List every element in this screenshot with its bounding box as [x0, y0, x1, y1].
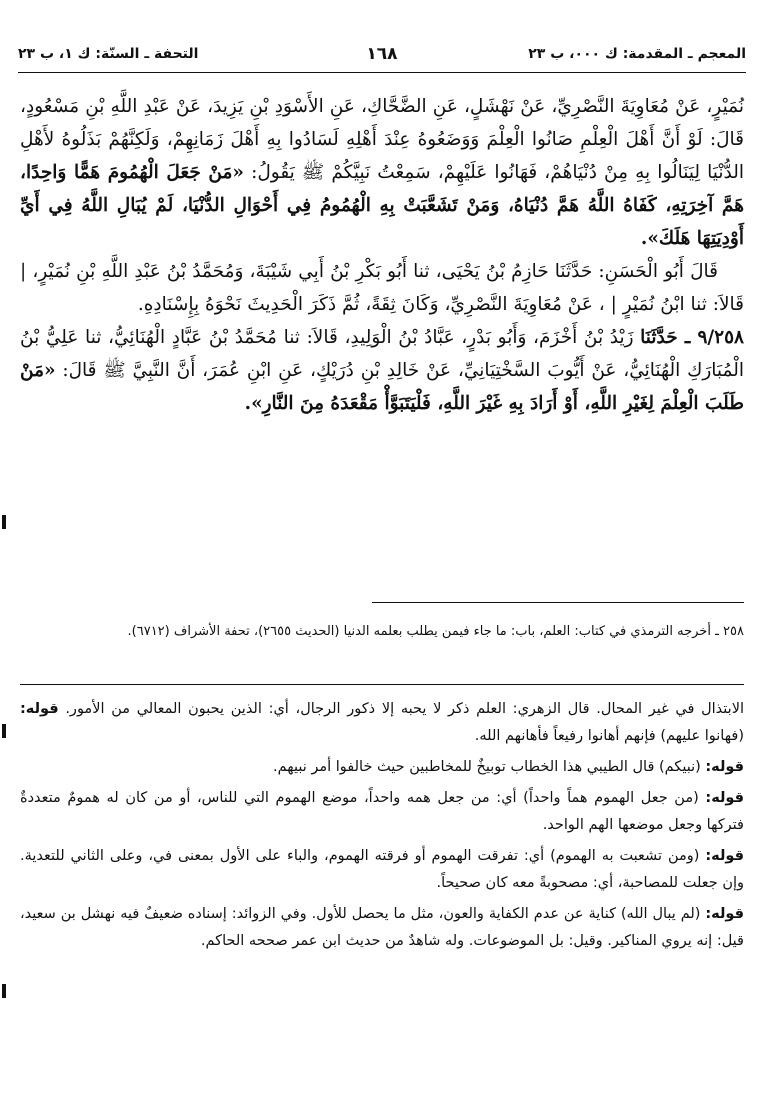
commentary-paragraph: قوله: (لم يبال الله) كناية عن عدم الكفاية والعون، مثل ما يحصل للأول. وفي الزوائد: إسناده ضعيفٌ فيه نهشل بن سعيد، قيل: إنه يروي المناكير. وقيل: بل الموضوعات. وله شاهدٌ من حديث ابن عمر صححه الحاكم. — [20, 906, 744, 949]
running-header — [18, 42, 746, 72]
hadith-paragraph-3 — [20, 321, 744, 420]
scan-margin-mark — [2, 724, 6, 738]
footnote: ٢٥٨ ـ أخرجه الترمذي في كتاب: العلم، باب: ما جاء فيمن يطلب بعلمه الدنيا (الحديث ٢٦٥٥)، تحفة الأشراف (٦٧١٢). — [127, 624, 744, 639]
isnad-text: نُمَيْرٍ، عَنْ مُعَاوِيَةَ النَّصْرِيِّ، عَنْ نَهْشَلٍ، عَنِ الضَّحَّاكِ، عَنِ الأَسْوَدِ بْنِ يَزِيدَ، عَنْ عَبْدِ اللَّهِ بْنِ مَسْعُودٍ، قَالَ: لَوْ أَنَّ أَهْلَ الْعِلْمِ صَانُوا الْعِلْمَ وَوَضَعُوهُ عِنْدَ أَهْلِهِ لَسَادُوا بِهِ أَهْلَ زَمَانِهِمْ، وَلَكِنَّهُمْ بَذَلُوهُ لأَهْلِ الدُّنْيَا لِيَنَالُوا بِهِ مِنْ دُنْيَاهُمْ، فَهَانُوا عَلَيْهِمْ، سَمِعْتُ نَبِيَّكُمْ ﷺ يَقُولُ: — [20, 96, 745, 183]
header-divider — [18, 72, 746, 73]
header-right-reference: المعجم ـ المقدمة: ك ٠٠٠، ب ٢٣ — [528, 46, 746, 62]
commentary-paragraph: قوله: (ومن تشعبت به الهموم) أي: تفرقت الهموم أو فرقته الهموم، والباء على الأول بمعنى في، وعلى الثاني للتعدية. وإن جعلت للمصاحبة، أي: مصحوبةً معه كان صحيحاً. — [20, 848, 744, 891]
scan-margin-mark — [2, 984, 6, 998]
main-text — [20, 90, 744, 420]
scan-margin-mark — [2, 515, 6, 529]
commentary-paragraph: قوله: (من جعل الهموم هماً واحداً) أي: من جعل همه واحداً، موضع الهموم التي للناس، أو من كان له همومٌ متعددةٌ فتركها وجعل موضعها الهم الواحد. — [20, 790, 745, 833]
commentary-divider — [20, 684, 744, 685]
commentary — [20, 696, 744, 959]
hadith-paragraph-2 — [20, 255, 744, 321]
isnad-text: زَيْدُ بْنُ أَخْزَمَ، وَأَبُو بَدْرٍ، عَبَّادُ بْنُ الْوَلِيدِ، قَالاَ: ثنا مُحَمَّدُ بْنُ عَبَّادٍ الْهُنَائِيُّ، ثنا عَلِيُّ بْنُ الْمُبَارَكِ الْهُنَائِيُّ، عَنْ أَيُّوبَ السَّخْتِيَانِيِّ، عَنْ خَالِدِ بْنِ دُرَيْكٍ، عَنِ ابْنِ عُمَرَ، أَنَّ النَّبِيَّ ﷺ قَالَ: — [20, 327, 744, 381]
footnote-divider — [372, 602, 744, 603]
hadith-paragraph-1 — [20, 90, 744, 255]
hadith-matn: «مَنْ جَعَلَ الْهُمُومَ هَمًّا وَاحِدًا، هَمَّ آخِرَتِهِ، كَفَاهُ اللَّهُ هَمَّ دُنْيَاهُ، وَمَنْ تَشَعَّبَتْ بِهِ الْهُمُومُ فِي أَحْوَالِ الدُّنْيَا، لَمْ يُبَالِ اللَّهُ فِي أَيِّ أَوْدِيَتِهَا هَلَكَ». — [20, 162, 744, 249]
header-left-reference: التحفة ـ السنّة: ك ١، ب ٢٣ — [18, 46, 199, 62]
commentary-paragraph: الابتذال في غير المحال. قال الزهري: العلم ذكر لا يحبه إلا ذكور الرجال، أي: الذين يحبون المعالي من الأمور. قوله: (فهانوا عليهم) فإنهم أهانوا رفيعاً فأهانهم الله. — [20, 701, 744, 744]
commentary-paragraph: قوله: (نبيكم) قال الطيبي هذا الخطاب توبيخٌ للمخاطبين حيث خالفوا أمر نبيهم. — [273, 759, 744, 775]
isnad-text: قَالَ أَبُو الْحَسَنِ: حَدَّثَنَا حَازِمُ بْنُ يَحْيَى، ثنا أَبُو بَكْرِ بْنُ أَبِي شَيْبَةَ، وَمُحَمَّدُ بْنُ عَبْدِ اللَّهِ بْنِ نُمَيْرٍ، | قَالاَ: ثنا ابْنُ نُمَيْرٍ | ، عَنْ مُعَاوِيَةَ النَّصْرِيِّ، وَكَانَ ثِقَةً، ثُمَّ ذَكَرَ الْحَدِيثَ نَحْوَهُ بِإِسْنَادِهِ. — [20, 261, 744, 315]
hadith-number: ٩/٢٥٨ ـ حَدَّثَنَا — [640, 327, 744, 348]
page-number: ١٦٨ — [366, 44, 398, 64]
hadith-matn: «مَنْ طَلَبَ الْعِلْمَ لِغَيْرِ اللَّهِ، أَوْ أَرَادَ بِهِ غَيْرَ اللَّهِ، فَلْيَتَبَوَّأْ مَقْعَدَهُ مِنَ النَّارِ». — [20, 360, 744, 414]
